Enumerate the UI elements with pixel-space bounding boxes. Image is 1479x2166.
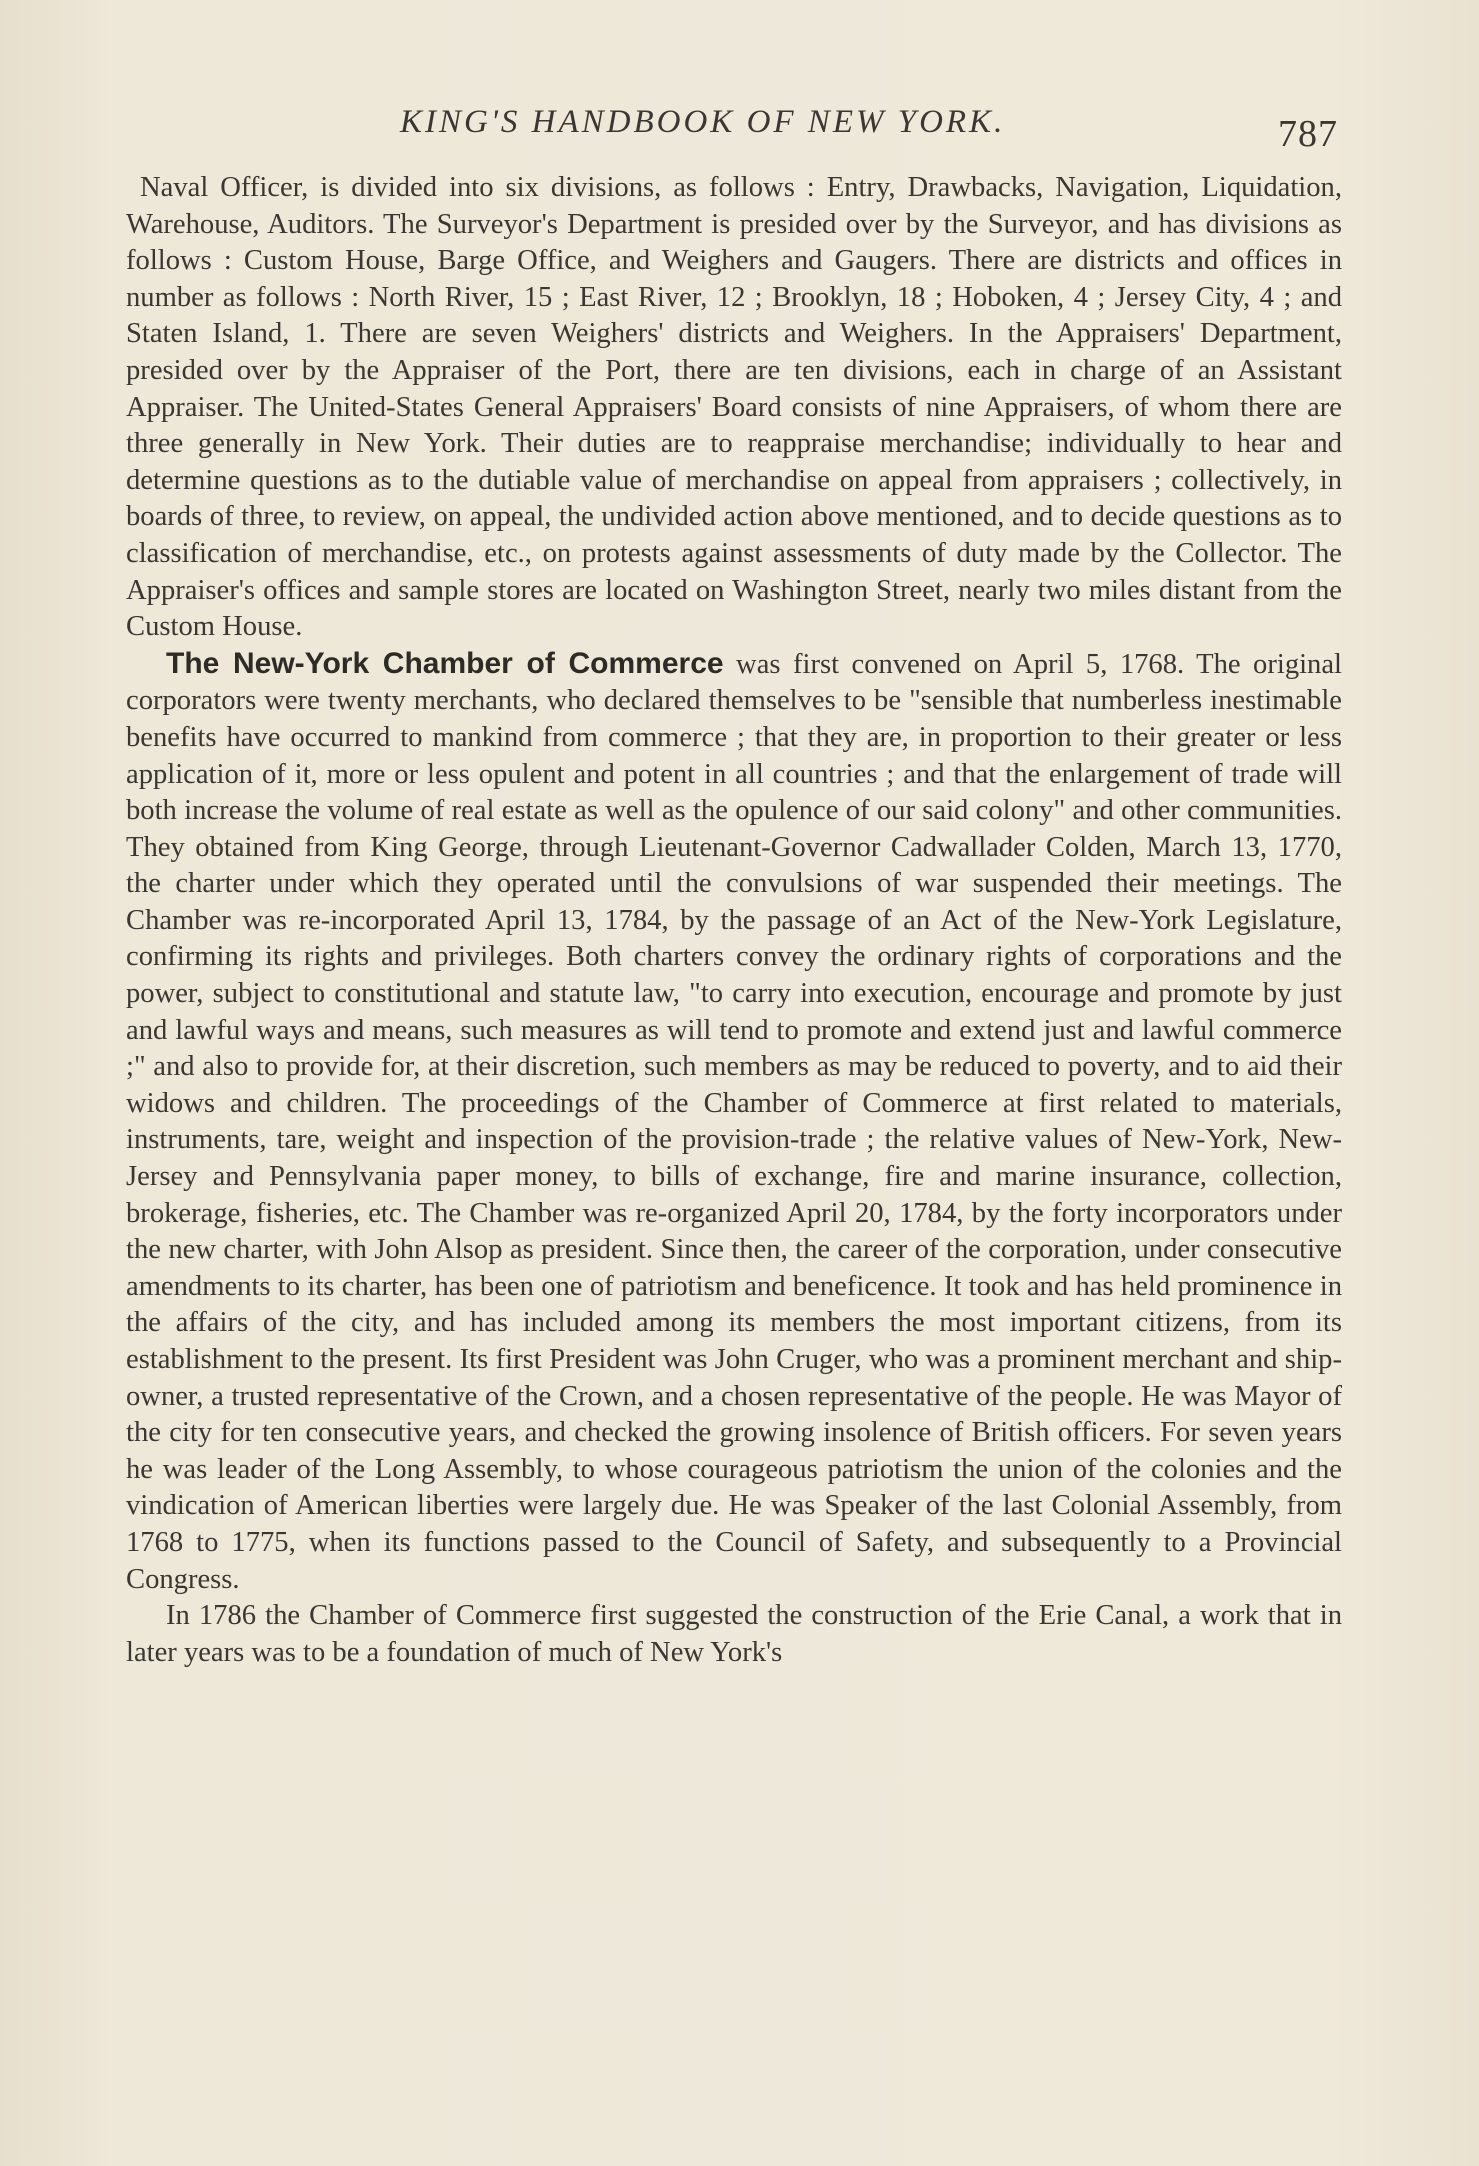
paragraph-erie-canal bbox=[126, 1598, 1342, 1671]
body-text bbox=[126, 170, 1342, 1671]
paragraph-custom-house-divisions bbox=[126, 170, 1342, 646]
running-title: KING'S HANDBOOK OF NEW YORK. bbox=[400, 104, 1006, 140]
paragraph-text: was first convened on April 5, 1768. The original corporators were twenty merchants, who declared themselves to be "sensible that numberless inestimable benefits have occurred to mankind from commerce ; that they are, in proportion to their greater or less application of it, more or less opulent and potent in all countries ; and that the enlargement of trade will both increase the volume of real estate as well as the opulence of our said colony" and other communities. They obtained from King George, through Lieutenant-Governor Cadwallader Colden, March 13, 1770, the charter under which they operated until the convulsions of war suspended their meetings. The Chamber was re-incorporated April 13, 1784, by the passage of an Act of the New-York Legislature, confirming its rights and privileges. Both charters convey the ordinary rights of corporations and the power, subject to constitutional and statute law, "to carry into execution, encourage and promote by just and lawful ways and means, such measures as will tend to promote and extend just and lawful commerce ;" and also to provide for, at their discretion, such members as may be reduced to poverty, and to aid their widows and children. The proceedings of the Chamber of Commerce at first related to materials, instruments, tare, weight and inspection of the provision-trade ; the relative values of New-York, New-Jersey and Pennsylvania paper money, to bills of exchange, fire and marine insurance, collection, brokerage, fisheries, etc. The Chamber was re-organized April 20, 1784, by the forty incorporators under the new charter, with John Alsop as president. Since then, the career of the corporation, under consecutive amendments to its charter, has been one of patriotism and beneficence. It took and has held prominence in the affairs of the city, and has included among its members the most important citizens, from its establishment to the present. Its first President was John Cruger, who was a prominent merchant and ship-owner, a trusted representative of the Crown, and a chosen representative of the people. He was Mayor of the city for ten consecutive years, and checked the growing insolence of British officers. For seven years he was leader of the Long Assembly, to whose courageous patriotism the union of the colonies and the vindication of American liberties were largely due. He was Speaker of the last Colonial Assembly, from 1768 to 1775, when its functions passed to the Council of Safety, and subsequently to a Provincial Congress. bbox=[126, 648, 1342, 1595]
section-heading-chamber-of-commerce: The New-York Chamber of Commerce bbox=[166, 646, 724, 680]
paragraph-text: In 1786 the Chamber of Commerce first suggested the construction of the Erie Canal, a work that in later years was to be a foundation of much of New York's bbox=[126, 1600, 1342, 1668]
paragraph-text: Naval Officer, is divided into six divisions, as follows : Entry, Drawbacks, Navigation, Liquidation, Warehouse, Auditors. The Surveyor's Department is presided over by the Surveyor, and has divisions as follows : Custom House, Barge Office, and Weighers and Gaugers. There are districts and offices in number as follows : North River, 15 ; East River, 12 ; Brooklyn, 18 ; Hoboken, 4 ; Jersey City, 4 ; and Staten Island, 1. There are seven Weighers' districts and Weighers. In the Appraisers' Department, presided over by the Appraiser of the Port, there are ten divisions, each in charge of an Assistant Appraiser. The United-States General Appraisers' Board consists of nine Appraisers, of whom there are three generally in New York. Their duties are to reappraise merchandise; individually to hear and determine questions as to the dutiable value of merchandise on appeal from appraisers ; collectively, in boards of three, to review, on appeal, the undivided action above mentioned, and to decide questions as to classification of merchandise, etc., on protests against assessments of duty made by the Collector. The Appraiser's offices and sample stores are located on Washington Street, nearly two miles distant from the Custom House. bbox=[126, 172, 1342, 643]
page-number: 787 bbox=[1278, 113, 1338, 155]
running-head bbox=[138, 104, 1338, 154]
paragraph-chamber-of-commerce bbox=[126, 646, 1342, 1598]
